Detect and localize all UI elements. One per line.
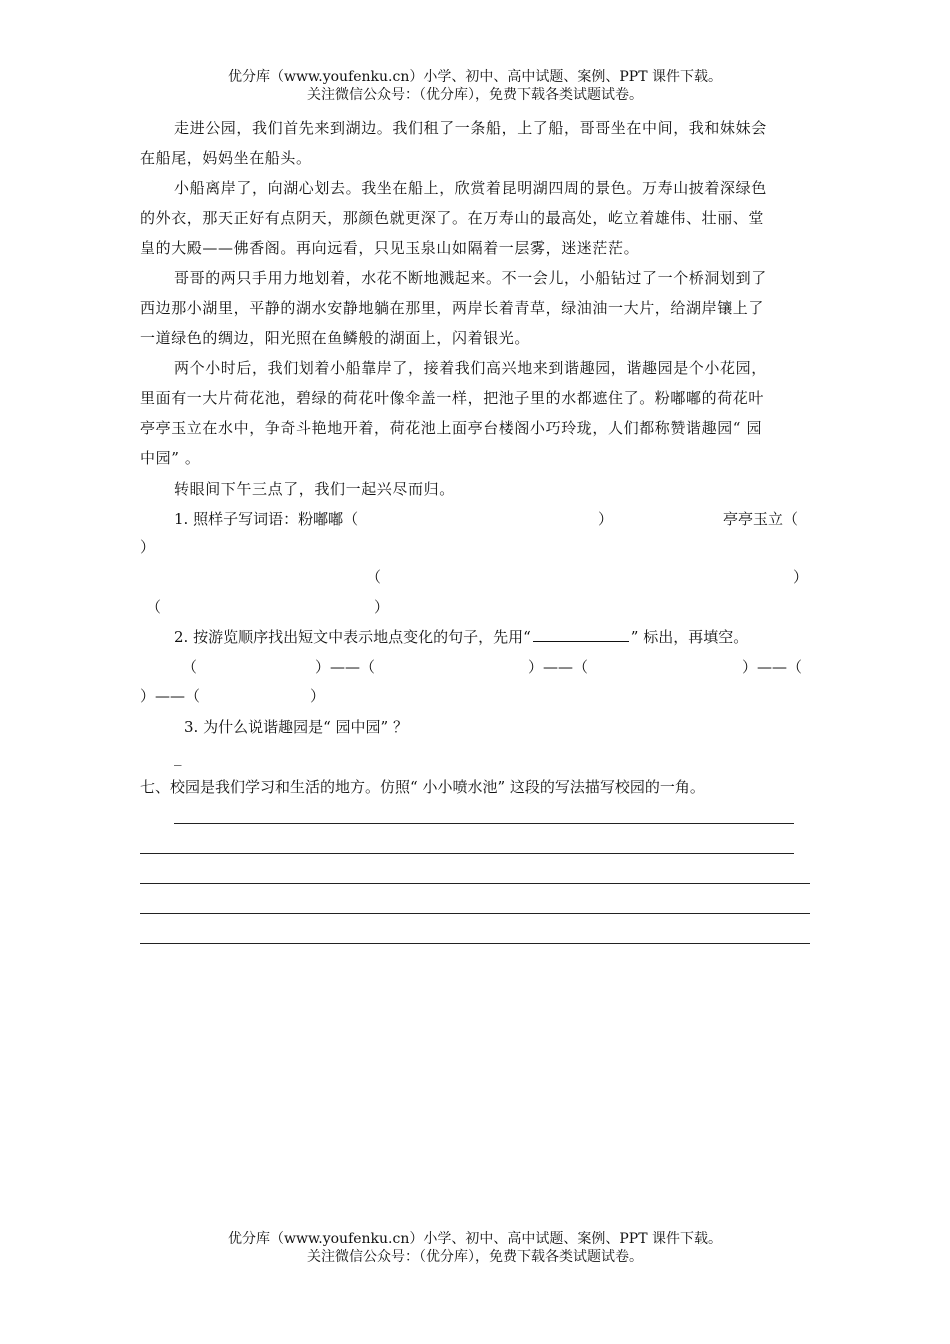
q7-label: 七、校园是我们学习和生活的地方。仿照“ 小小喷水池” 这段的写法描写校园的一角。	[140, 778, 705, 796]
q2-dash: ）——（	[140, 687, 201, 705]
q2-dash: ）——（	[528, 658, 589, 676]
answer-line	[140, 913, 810, 914]
passage-line: 转眼间下午三点了，我们一起兴尽而归。	[174, 480, 455, 498]
passage-line: 皇的大殿——佛香阁。再向远看，只见玉泉山如隔着一层雾，迷迷茫茫。	[140, 239, 640, 257]
q3-label: 3. 为什么说谐趣园是“ 园中园” ？	[184, 718, 408, 736]
q1-paren-open: （	[366, 568, 382, 586]
q1-paren-close: ）	[793, 568, 809, 586]
q2-paren-open: （	[182, 658, 198, 676]
q2-label-before: 2. 按游览顺序找出短文中表示地点变化的句子，先用“	[174, 628, 531, 646]
passage-line: 里面有一大片荷花池，碧绿的荷花叶像伞盖一样，把池子里的水都遮住了。粉嘟嘟的荷花叶	[140, 389, 765, 407]
passage-line: 西边那小湖里，平静的湖水安静地躺在那里，两岸长着青草，绿油油一大片，给湖岸镶上了	[140, 299, 765, 317]
header-line-2: 关注微信公众号：（优分库），免费下载各类试题试卷。	[307, 87, 643, 103]
passage-line: 哥哥的两只手用力地划着，水花不断地溅起来。不一会儿，小船钻过了一个桥洞划到了	[174, 269, 767, 287]
answer-line	[140, 883, 810, 884]
q1-paren-close: ）	[374, 598, 390, 616]
q1-paren-close: ）	[140, 538, 156, 556]
q2-dash: ）——（	[742, 658, 803, 676]
q1-example-2: 亭亭玉立（	[723, 510, 799, 528]
passage-line: 一道绿色的绸边，阳光照在鱼鳞般的湖面上，闪着银光。	[140, 329, 531, 347]
page-header	[0, 68, 950, 104]
q2-dash: ）——（	[315, 658, 376, 676]
q1-label: 1. 照样子写词语：粉嘟嘟（	[174, 510, 359, 528]
passage-line: 小船离岸了，向湖心划去。我坐在船上，欣赏着昆明湖四周的景色。万寿山披着深绿色	[174, 179, 767, 197]
q2-label-after: ” 标出，再填空。	[630, 628, 749, 646]
passage-line: 走进公园，我们首先来到湖边。我们租了一条船，上了船，哥哥坐在中间，我和妹妹会	[174, 119, 767, 137]
q2-label	[174, 627, 748, 647]
q2-paren-close: ）	[310, 687, 326, 705]
passage-line: 在船尾，妈妈坐在船头。	[140, 149, 312, 167]
passage-line: 亭亭玉立在水中，争奇斗艳地开着，荷花池上面亭台楼阁小巧玲珑，人们都称赞谐趣园“ 园	[140, 419, 763, 437]
passage-line: 的外衣，那天正好有点阴天，那颜色就更深了。在万寿山的最高处，屹立着雄伟、壮丽、堂	[140, 209, 765, 227]
page-footer	[0, 1230, 950, 1266]
passage-line: 两个小时后，我们划着小船靠岸了，接着我们高兴地来到谐趣园，谐趣园是个小花园，	[174, 359, 767, 377]
answer-line	[140, 943, 810, 944]
header-line-1: 优分库（www.youfenku.cn）小学、初中、高中试题、案例、PPT 课件下载。	[227, 69, 722, 85]
footer-line-2: 关注微信公众号：（优分库），免费下载各类试题试卷。	[307, 1249, 643, 1265]
answer-line	[174, 823, 794, 824]
passage-line: 中园” 。	[140, 449, 201, 467]
q1-paren-open: （	[146, 598, 162, 616]
q1-paren-close: ）	[598, 510, 614, 528]
footer-line-1: 优分库（www.youfenku.cn）小学、初中、高中试题、案例、PPT 课件下载。	[227, 1231, 722, 1247]
answer-line	[140, 853, 794, 854]
q3-answer-blank: _	[174, 748, 182, 766]
underline-sample	[533, 628, 629, 642]
